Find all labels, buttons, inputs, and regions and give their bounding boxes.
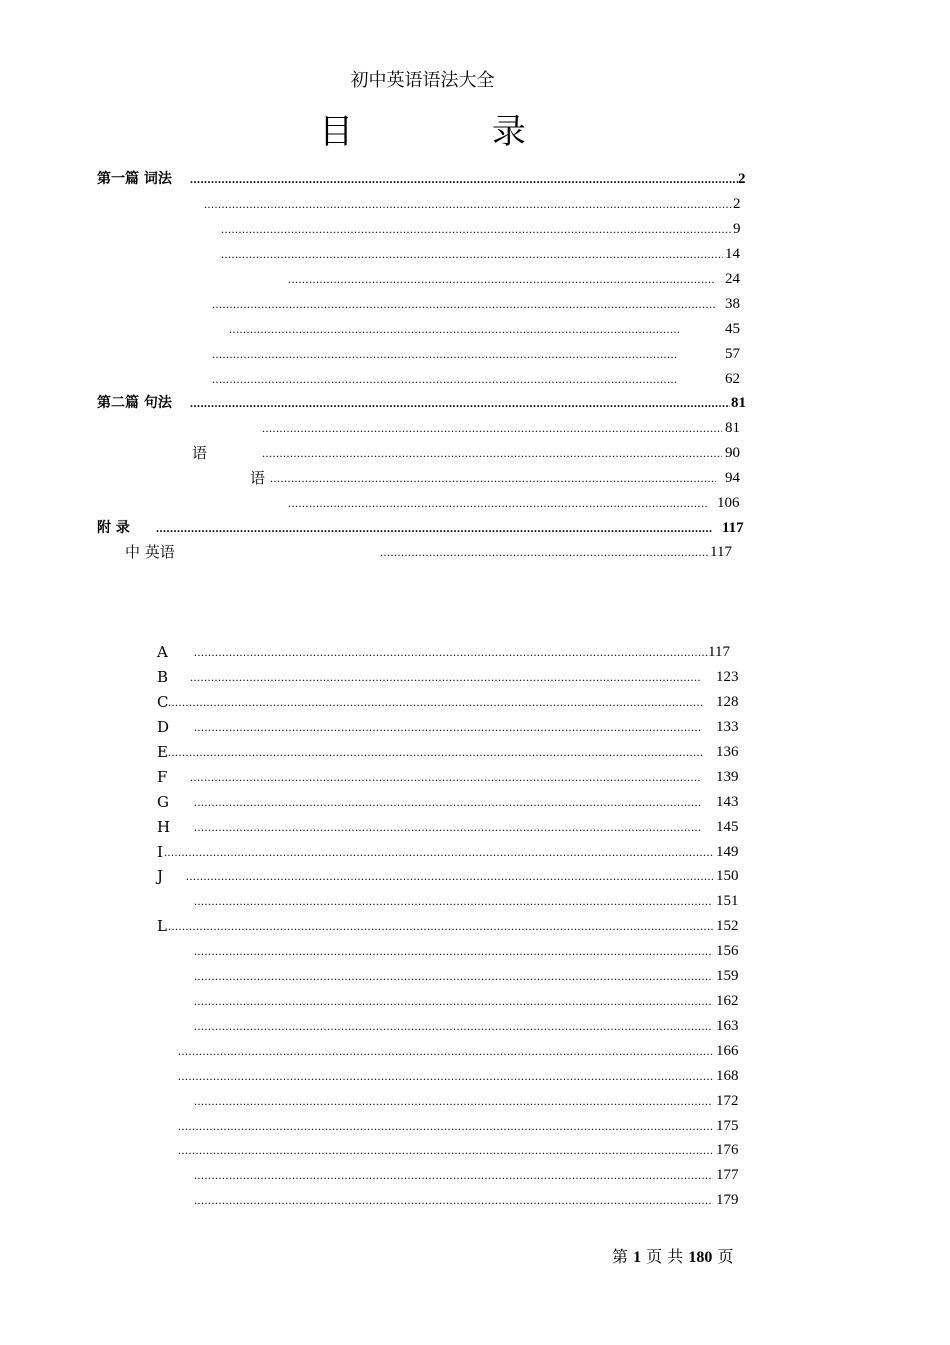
- toc-entry-page: 38: [725, 296, 740, 312]
- index-entry-page: 149: [716, 844, 739, 860]
- index-entry[interactable]: [157, 866, 757, 888]
- dot-leader: [194, 1091, 713, 1111]
- total-page-count: 180: [688, 1249, 713, 1266]
- toc-entry-label: 第一篇 词法: [97, 171, 172, 187]
- toc-entry[interactable]: [97, 169, 757, 191]
- toc-entry[interactable]: [97, 443, 757, 465]
- toc-entry-page: 57: [725, 346, 740, 362]
- dot-leader: [178, 1140, 713, 1160]
- index-entry-page: 139: [716, 769, 739, 785]
- dot-leader: [190, 667, 702, 687]
- index-entry-label: E: [157, 743, 168, 761]
- index-entry-label: G: [157, 793, 169, 811]
- index-entry-label: B: [157, 668, 169, 686]
- index-entry[interactable]: [157, 642, 757, 664]
- index-entry-page: 150: [716, 868, 739, 884]
- page-title: 目 录: [319, 112, 590, 152]
- index-entry[interactable]: [157, 991, 757, 1013]
- index-entry-page: 133: [716, 719, 739, 735]
- index-entry[interactable]: [157, 1140, 757, 1162]
- toc-entry[interactable]: [97, 244, 757, 266]
- toc-entry-label: 中 英语: [125, 543, 175, 561]
- index-entry-label: J: [157, 867, 164, 885]
- footer-middle: 页 共: [646, 1247, 684, 1266]
- index-entry-page: 156: [716, 943, 739, 959]
- index-entry[interactable]: [157, 941, 757, 963]
- dot-leader: [194, 642, 708, 662]
- footer-suffix: 页: [717, 1247, 734, 1266]
- index-entry-label: F: [157, 768, 168, 786]
- index-entry-label: L: [157, 917, 167, 935]
- dot-leader: [168, 692, 702, 712]
- dot-leader: [229, 319, 679, 339]
- dot-leader: [156, 518, 712, 538]
- toc-entry[interactable]: [97, 269, 757, 291]
- index-entry[interactable]: [157, 1066, 757, 1088]
- toc-entry[interactable]: [97, 518, 757, 540]
- index-entry-label: D: [157, 718, 170, 736]
- toc-entry-page: 90: [725, 445, 740, 461]
- toc-entry-page: 14: [725, 246, 740, 262]
- index-entry-page: 145: [716, 819, 739, 835]
- index-entry-page: 123: [716, 669, 739, 685]
- index-entry-page: 176: [716, 1142, 739, 1158]
- index-entry[interactable]: [157, 692, 757, 714]
- toc-entry-page: 9: [733, 221, 741, 237]
- index-entry[interactable]: [157, 1165, 757, 1187]
- toc-entry-label: 附 录: [97, 520, 130, 536]
- toc-entry[interactable]: [97, 294, 757, 316]
- dot-leader: [194, 966, 713, 986]
- index-entry-label: A: [157, 643, 168, 661]
- dot-leader: [380, 542, 710, 562]
- dot-leader: [190, 169, 738, 189]
- toc-entry[interactable]: [97, 542, 757, 564]
- dot-leader: [168, 742, 702, 762]
- current-page-number: 1: [633, 1249, 642, 1266]
- index-entry-label: H: [157, 818, 171, 836]
- toc-entry-page: 94: [725, 470, 740, 486]
- document-header: 初中英语语法大全: [350, 70, 495, 91]
- page-footer: [612, 1244, 734, 1267]
- dot-leader: [178, 1116, 713, 1136]
- dot-leader: [178, 1066, 713, 1086]
- dot-leader: [178, 1041, 713, 1061]
- dot-leader: [194, 1016, 713, 1036]
- toc-entry[interactable]: [97, 493, 757, 515]
- toc-entry-page: 81: [731, 395, 746, 411]
- index-entry-page: 172: [716, 1093, 739, 1109]
- toc-entry-label: 语: [192, 444, 208, 462]
- dot-leader: [190, 393, 730, 413]
- dot-leader: [212, 369, 678, 389]
- dot-leader: [212, 344, 678, 364]
- index-entry[interactable]: [157, 916, 757, 938]
- dot-leader: [164, 842, 713, 862]
- dot-leader: [221, 244, 723, 264]
- dot-leader: [262, 443, 722, 463]
- toc-entry[interactable]: [97, 468, 757, 490]
- index-entry-page: 175: [716, 1118, 739, 1134]
- toc-entry[interactable]: [97, 344, 757, 366]
- dot-leader: [204, 194, 732, 214]
- index-entry[interactable]: [157, 667, 757, 689]
- toc-entry-page: 45: [725, 321, 740, 337]
- index-entry[interactable]: [157, 1091, 757, 1113]
- index-entry[interactable]: [157, 817, 757, 839]
- index-entry[interactable]: [157, 1041, 757, 1063]
- footer-prefix: 第: [612, 1247, 629, 1266]
- toc-entry[interactable]: [97, 393, 757, 415]
- toc-entry-label: 语: [250, 469, 266, 487]
- index-entry-page: 117: [708, 644, 730, 660]
- index-entry-page: 168: [716, 1068, 739, 1084]
- toc-entry-label: 第二篇 句法: [97, 395, 172, 411]
- dot-leader: [194, 891, 713, 911]
- toc-entry-page: 2: [738, 171, 746, 187]
- dot-leader: [194, 817, 702, 837]
- dot-leader: [288, 269, 716, 289]
- dot-leader: [194, 1190, 713, 1210]
- index-entry-label: C: [157, 693, 169, 711]
- toc-entry-page: 2: [733, 196, 741, 212]
- index-entry-page: 143: [716, 794, 739, 810]
- dot-leader: [288, 493, 708, 513]
- dot-leader: [194, 941, 713, 961]
- index-entry-page: 128: [716, 694, 739, 710]
- toc-entry-page: 117: [710, 544, 732, 560]
- index-entry[interactable]: [157, 842, 757, 864]
- toc-entry[interactable]: [97, 319, 757, 341]
- index-entry-page: 177: [716, 1167, 739, 1183]
- index-entry[interactable]: [157, 742, 757, 764]
- dot-leader: [190, 767, 702, 787]
- index-entry-page: 152: [716, 918, 739, 934]
- dot-leader: [194, 792, 702, 812]
- toc-entry[interactable]: [97, 369, 757, 391]
- index-entry[interactable]: [157, 966, 757, 988]
- index-entry[interactable]: [157, 1116, 757, 1138]
- dot-leader: [194, 717, 702, 737]
- index-entry-page: 162: [716, 993, 739, 1009]
- toc-entry-page: 62: [725, 371, 740, 387]
- index-entry[interactable]: [157, 792, 757, 814]
- dot-leader: [262, 418, 722, 438]
- index-entry[interactable]: [157, 767, 757, 789]
- dot-leader: [194, 991, 713, 1011]
- toc-entry-page: 117: [722, 520, 744, 536]
- index-entry-page: 179: [716, 1192, 739, 1208]
- index-entry-page: 159: [716, 968, 739, 984]
- toc-entry[interactable]: [97, 194, 757, 216]
- index-entry[interactable]: [157, 1016, 757, 1038]
- toc-entry-page: 24: [725, 271, 740, 287]
- index-entry-page: 166: [716, 1043, 739, 1059]
- dot-leader: [194, 1165, 713, 1185]
- toc-entry-page: 81: [725, 420, 740, 436]
- dot-leader: [212, 294, 716, 314]
- toc-entry[interactable]: [97, 418, 757, 440]
- index-entry-page: 163: [716, 1018, 739, 1034]
- index-entry-page: 151: [716, 893, 739, 909]
- index-entry[interactable]: [157, 717, 757, 739]
- toc-entry-page: 106: [717, 495, 740, 511]
- toc-entry[interactable]: [97, 219, 757, 241]
- dot-leader: [168, 916, 713, 936]
- dot-leader: [221, 219, 731, 239]
- index-entry-page: 136: [716, 744, 739, 760]
- dot-leader: [270, 468, 716, 488]
- dot-leader: [186, 866, 713, 886]
- index-entry[interactable]: [157, 1190, 757, 1212]
- index-entry[interactable]: [157, 891, 757, 913]
- index-entry-label: I: [157, 843, 163, 861]
